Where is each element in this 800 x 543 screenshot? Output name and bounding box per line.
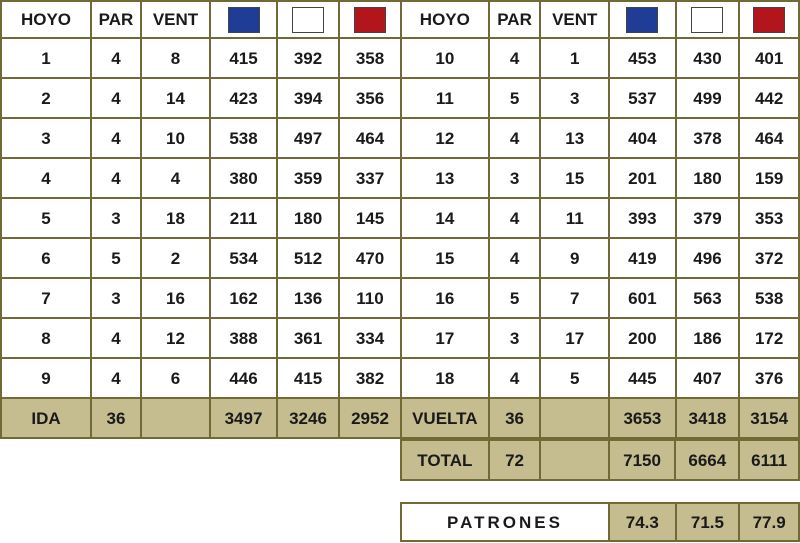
subtotal-white: 3418	[676, 398, 740, 438]
blue-tee-header	[210, 1, 277, 38]
course-rating-table	[400, 502, 800, 542]
par-cell: 3	[489, 158, 541, 198]
par-cell: 4	[489, 238, 541, 278]
hole-cell: 3	[1, 118, 91, 158]
hole-cell: 5	[1, 198, 91, 238]
hole-row	[1, 158, 401, 198]
course-rating-blue: 74.3	[609, 503, 676, 541]
subtotal-index	[540, 398, 609, 438]
blue-yards-cell: 446	[210, 358, 277, 398]
hole-cell: 18	[401, 358, 489, 398]
par-cell: 4	[489, 358, 541, 398]
par-cell: 5	[489, 278, 541, 318]
hole-cell: 14	[401, 198, 489, 238]
blue-yards-cell: 162	[210, 278, 277, 318]
red-yards-cell: 110	[339, 278, 401, 318]
blue-tee-swatch	[626, 7, 658, 33]
index-cell: 3	[540, 78, 609, 118]
red-yards-cell: 353	[739, 198, 799, 238]
par-cell: 4	[91, 158, 141, 198]
index-header: VENT	[540, 1, 609, 38]
index-cell: 16	[141, 278, 210, 318]
course-rating-white: 71.5	[676, 503, 740, 541]
hole-cell: 10	[401, 38, 489, 78]
hole-row	[401, 238, 799, 278]
par-cell: 5	[91, 238, 141, 278]
subtotal-par: 36	[489, 398, 541, 438]
blue-yards-cell: 534	[210, 238, 277, 278]
subtotal-label: VUELTA	[401, 398, 489, 438]
white-yards-cell: 186	[676, 318, 740, 358]
blue-yards-cell: 388	[210, 318, 277, 358]
hole-cell: 9	[1, 358, 91, 398]
hole-cell: 17	[401, 318, 489, 358]
par-cell: 4	[91, 38, 141, 78]
grand-total-index	[540, 440, 608, 480]
index-cell: 10	[141, 118, 210, 158]
index-cell: 9	[540, 238, 609, 278]
par-cell: 4	[91, 78, 141, 118]
blue-yards-cell: 423	[210, 78, 277, 118]
index-cell: 1	[540, 38, 609, 78]
index-cell: 11	[540, 198, 609, 238]
hole-row	[401, 358, 799, 398]
par-cell: 4	[91, 318, 141, 358]
red-yards-cell: 334	[339, 318, 401, 358]
hole-cell: 12	[401, 118, 489, 158]
red-yards-cell: 464	[339, 118, 401, 158]
hole-row	[1, 118, 401, 158]
red-tee-header	[739, 1, 799, 38]
white-yards-cell: 180	[676, 158, 740, 198]
red-yards-cell: 464	[739, 118, 799, 158]
white-yards-cell: 392	[277, 38, 339, 78]
hole-cell: 6	[1, 238, 91, 278]
white-yards-cell: 180	[277, 198, 339, 238]
index-cell: 13	[540, 118, 609, 158]
subtotal-label: IDA	[1, 398, 91, 438]
back-header-row	[401, 1, 799, 38]
hole-row	[401, 118, 799, 158]
blue-yards-cell: 601	[609, 278, 676, 318]
red-yards-cell: 356	[339, 78, 401, 118]
blue-yards-cell: 537	[609, 78, 676, 118]
white-yards-cell: 378	[676, 118, 740, 158]
index-cell: 8	[141, 38, 210, 78]
white-yards-cell: 359	[277, 158, 339, 198]
course-rating-red: 77.9	[739, 503, 799, 541]
par-cell: 5	[489, 78, 541, 118]
white-tee-swatch	[292, 7, 324, 33]
hole-header: HOYO	[1, 1, 91, 38]
par-cell: 3	[489, 318, 541, 358]
red-yards-cell: 401	[739, 38, 799, 78]
index-cell: 12	[141, 318, 210, 358]
blue-yards-cell: 211	[210, 198, 277, 238]
hole-row	[1, 38, 401, 78]
index-cell: 15	[540, 158, 609, 198]
hole-row	[401, 38, 799, 78]
red-yards-cell: 358	[339, 38, 401, 78]
hole-cell: 16	[401, 278, 489, 318]
white-yards-cell: 379	[676, 198, 740, 238]
blue-yards-cell: 393	[609, 198, 676, 238]
index-header: VENT	[141, 1, 210, 38]
subtotal-red: 2952	[339, 398, 401, 438]
par-cell: 4	[91, 358, 141, 398]
subtotal-red: 3154	[739, 398, 799, 438]
subtotal-blue: 3497	[210, 398, 277, 438]
white-yards-cell: 430	[676, 38, 740, 78]
white-yards-cell: 497	[277, 118, 339, 158]
front-nine-table	[0, 0, 402, 439]
hole-cell: 4	[1, 158, 91, 198]
hole-header: HOYO	[401, 1, 489, 38]
grand-total-par: 72	[489, 440, 541, 480]
grand-total-red: 6111	[739, 440, 799, 480]
red-yards-cell: 172	[739, 318, 799, 358]
hole-cell: 11	[401, 78, 489, 118]
index-cell: 17	[540, 318, 609, 358]
index-cell: 4	[141, 158, 210, 198]
hole-cell: 2	[1, 78, 91, 118]
blue-yards-cell: 200	[609, 318, 676, 358]
index-cell: 2	[141, 238, 210, 278]
par-cell: 4	[489, 38, 541, 78]
back_nine-total-row	[401, 398, 799, 438]
blue-yards-cell: 201	[609, 158, 676, 198]
par-cell: 4	[91, 118, 141, 158]
hole-cell: 15	[401, 238, 489, 278]
subtotal-blue: 3653	[609, 398, 676, 438]
blue-yards-cell: 538	[210, 118, 277, 158]
hole-row	[401, 198, 799, 238]
hole-row	[401, 78, 799, 118]
red-tee-header	[339, 1, 401, 38]
white-tee-header	[676, 1, 740, 38]
red-yards-cell: 442	[739, 78, 799, 118]
blue-yards-cell: 380	[210, 158, 277, 198]
blue-yards-cell: 415	[210, 38, 277, 78]
index-cell: 7	[540, 278, 609, 318]
blue-tee-swatch	[228, 7, 260, 33]
red-yards-cell: 159	[739, 158, 799, 198]
subtotal-index	[141, 398, 210, 438]
red-yards-cell: 145	[339, 198, 401, 238]
white-yards-cell: 394	[277, 78, 339, 118]
index-cell: 5	[540, 358, 609, 398]
blue-yards-cell: 404	[609, 118, 676, 158]
par-cell: 4	[489, 118, 541, 158]
hole-cell: 8	[1, 318, 91, 358]
grand-total-label: TOTAL	[401, 440, 489, 480]
subtotal-par: 36	[91, 398, 141, 438]
hole-row	[1, 78, 401, 118]
grand-total-white: 6664	[675, 440, 739, 480]
front_nine-total-row	[1, 398, 401, 438]
index-cell: 18	[141, 198, 210, 238]
white-yards-cell: 499	[676, 78, 740, 118]
white-yards-cell: 496	[676, 238, 740, 278]
red-tee-swatch	[354, 7, 386, 33]
par-header: PAR	[91, 1, 141, 38]
red-yards-cell: 538	[739, 278, 799, 318]
course-rating-label: PATRONES	[401, 503, 609, 541]
white-yards-cell: 407	[676, 358, 740, 398]
blue-tee-header	[609, 1, 676, 38]
blue-yards-cell: 445	[609, 358, 676, 398]
front-header-row	[1, 1, 401, 38]
par-header: PAR	[489, 1, 541, 38]
red-yards-cell: 337	[339, 158, 401, 198]
hole-row	[401, 158, 799, 198]
white-yards-cell: 415	[277, 358, 339, 398]
red-tee-swatch	[753, 7, 785, 33]
hole-cell: 1	[1, 38, 91, 78]
blue-yards-cell: 453	[609, 38, 676, 78]
index-cell: 6	[141, 358, 210, 398]
par-cell: 4	[489, 198, 541, 238]
hole-row	[401, 318, 799, 358]
white-yards-cell: 136	[277, 278, 339, 318]
red-yards-cell: 372	[739, 238, 799, 278]
white-yards-cell: 563	[676, 278, 740, 318]
hole-cell: 13	[401, 158, 489, 198]
grand-total-table	[400, 439, 800, 481]
par-cell: 3	[91, 278, 141, 318]
hole-cell: 7	[1, 278, 91, 318]
par-cell: 3	[91, 198, 141, 238]
subtotal-white: 3246	[277, 398, 339, 438]
white-yards-cell: 512	[277, 238, 339, 278]
course-rating-row	[401, 503, 799, 541]
hole-row	[1, 278, 401, 318]
hole-row	[401, 278, 799, 318]
red-yards-cell: 470	[339, 238, 401, 278]
grand-total-row	[401, 440, 799, 480]
grand-total-blue: 7150	[609, 440, 676, 480]
hole-row	[1, 198, 401, 238]
index-cell: 14	[141, 78, 210, 118]
white-tee-header	[277, 1, 339, 38]
hole-row	[1, 238, 401, 278]
hole-row	[1, 318, 401, 358]
red-yards-cell: 376	[739, 358, 799, 398]
blue-yards-cell: 419	[609, 238, 676, 278]
white-tee-swatch	[691, 7, 723, 33]
hole-row	[1, 358, 401, 398]
back-nine-table	[400, 0, 800, 439]
red-yards-cell: 382	[339, 358, 401, 398]
white-yards-cell: 361	[277, 318, 339, 358]
